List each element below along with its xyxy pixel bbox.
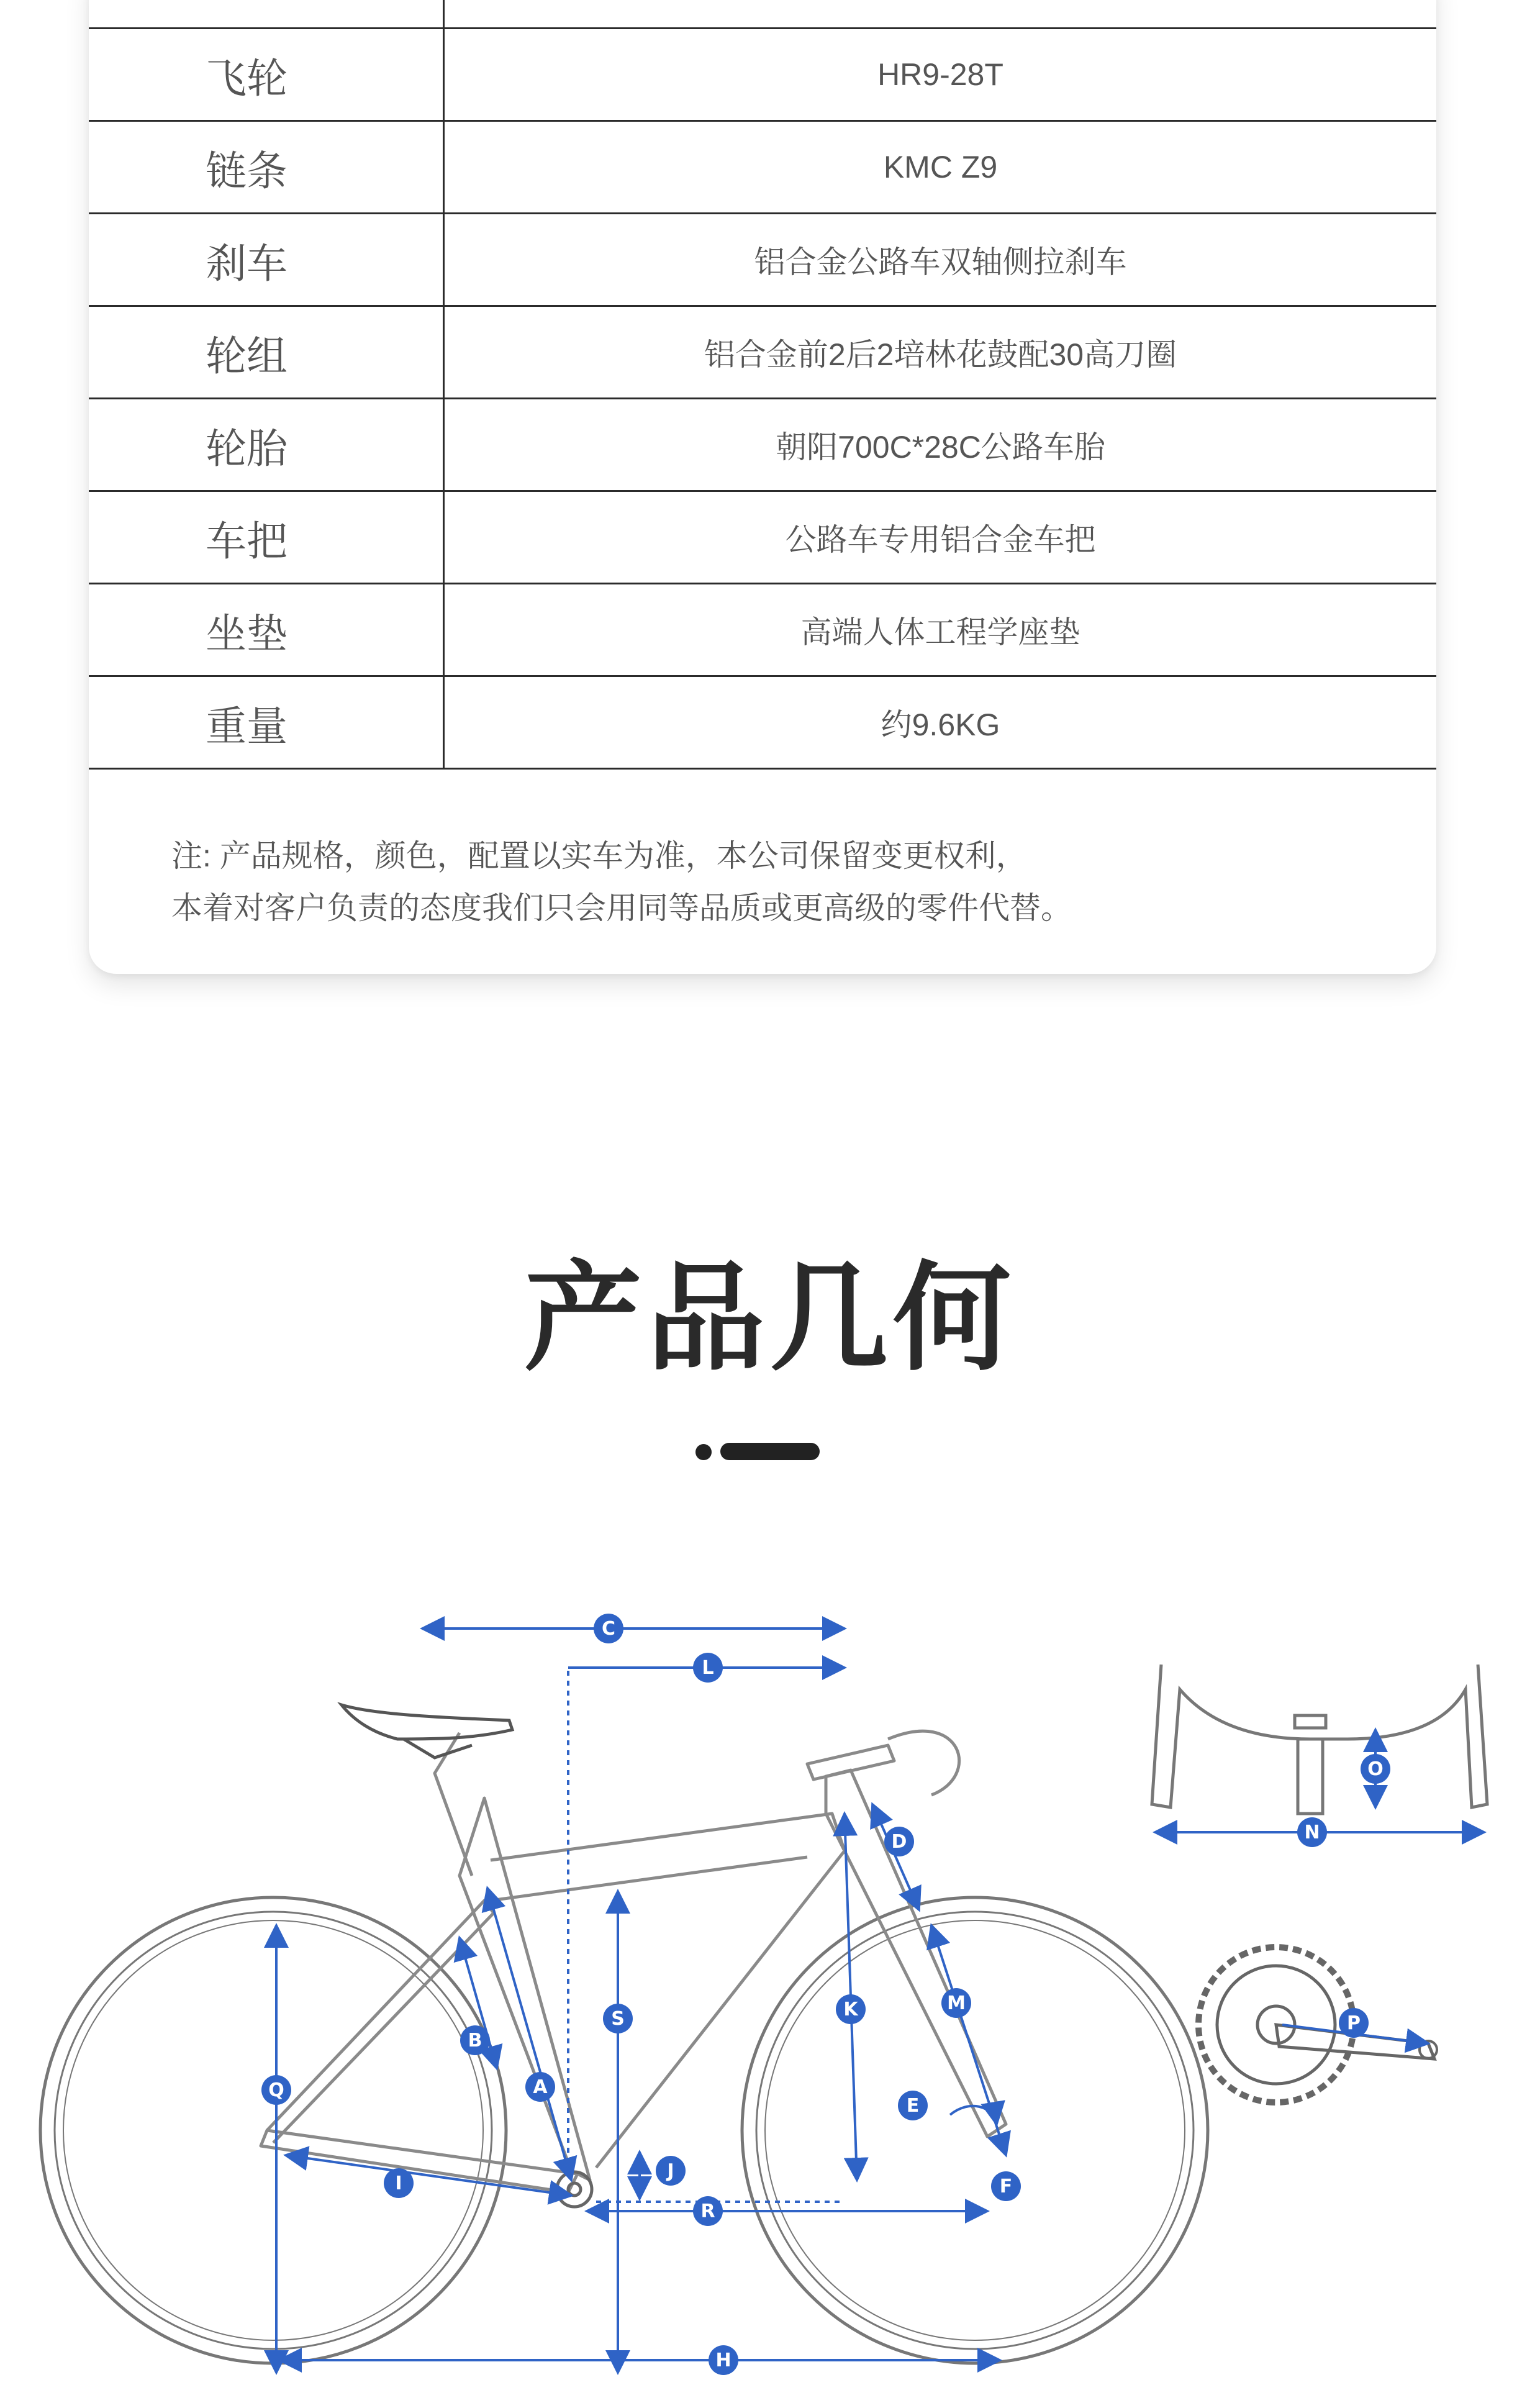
- marker-C: [594, 1614, 623, 1643]
- spec-table: [89, 0, 1436, 770]
- table-row: [89, 491, 1436, 584]
- svg-text:N: N: [1304, 1822, 1320, 1843]
- svg-text:H: H: [715, 2350, 732, 2371]
- spec-label: 链条: [89, 121, 444, 214]
- note-line-2: 本着对客户负责的态度我们只会用同等品质或更高级的零件代替。: [171, 891, 1072, 925]
- svg-text:L: L: [702, 1657, 714, 1679]
- marker-M: [941, 1988, 971, 2018]
- spec-label: 轮组: [89, 306, 444, 399]
- title-divider-dot: [695, 1444, 712, 1460]
- chainring-icon: [1198, 1947, 1437, 2102]
- table-row: [89, 676, 1436, 769]
- table-row: [89, 584, 1436, 676]
- svg-text:D: D: [891, 1831, 907, 1853]
- spec-label: 飞轮: [89, 29, 444, 121]
- table-row: [89, 0, 1436, 29]
- spec-label: 重量: [89, 676, 444, 769]
- spec-value: 朝阳700C*28C公路车胎: [444, 399, 1437, 491]
- spec-value: 铝合金前2后2培林花鼓配30高刀圈: [444, 306, 1437, 399]
- spec-value: KMC Z9: [444, 121, 1437, 214]
- note-line-1: 注: 产品规格，颜色，配置以实车为准，本公司保留变更权利，: [171, 838, 1027, 873]
- marker-K: [836, 1994, 866, 2024]
- title-divider-bar: [720, 1443, 820, 1460]
- front-wheel: [742, 1897, 1208, 2363]
- spec-value: [444, 0, 1437, 29]
- svg-text:S: S: [611, 2008, 625, 2030]
- svg-text:E: E: [906, 2095, 920, 2117]
- svg-text:P: P: [1347, 2012, 1361, 2034]
- table-row: [89, 121, 1436, 214]
- bike-frame: [261, 1731, 1006, 2192]
- spec-value: HR9-28T: [444, 29, 1437, 121]
- spec-value: 约9.6KG: [444, 676, 1437, 769]
- marker-Q: [261, 2075, 291, 2105]
- svg-text:R: R: [700, 2201, 715, 2222]
- spec-value: 高端人体工程学座垫: [444, 584, 1437, 676]
- svg-text:K: K: [843, 1999, 858, 2020]
- saddle-icon: [342, 1705, 512, 1758]
- spec-label: [89, 0, 444, 29]
- marker-J: [656, 2156, 686, 2186]
- marker-H: [709, 2345, 738, 2375]
- marker-S: [603, 2004, 633, 2033]
- marker-I: [384, 2168, 414, 2198]
- spec-value: 铝合金公路车双轴侧拉刹车: [444, 214, 1437, 306]
- table-row: [89, 399, 1436, 491]
- bike-geometry-diagram: [0, 1553, 1540, 2385]
- svg-text:M: M: [947, 1992, 966, 2014]
- spec-label: 轮胎: [89, 399, 444, 491]
- marker-B: [460, 2025, 490, 2055]
- spec-label: 坐垫: [89, 584, 444, 676]
- svg-text:B: B: [468, 2030, 482, 2051]
- handlebar-topview: [1152, 1665, 1487, 1814]
- svg-text:O: O: [1367, 1758, 1384, 1780]
- section-title: 产品几何: [523, 1253, 1016, 1384]
- svg-text:F: F: [999, 2176, 1013, 2197]
- spec-label: 车把: [89, 491, 444, 584]
- marker-A: [525, 2072, 555, 2102]
- svg-text:C: C: [601, 1618, 616, 1640]
- marker-R: [693, 2196, 723, 2226]
- marker-P: [1339, 2008, 1369, 2038]
- marker-L: [693, 1653, 723, 1683]
- marker-D: [884, 1827, 914, 1856]
- spec-label: 刹车: [89, 214, 444, 306]
- svg-text:I: I: [395, 2173, 402, 2194]
- table-row: [89, 306, 1436, 399]
- table-row: [89, 29, 1436, 121]
- svg-text:A: A: [533, 2076, 548, 2098]
- marker-E: [898, 2091, 928, 2120]
- marker-O: [1361, 1754, 1390, 1784]
- spec-value: 公路车专用铝合金车把: [444, 491, 1437, 584]
- marker-F: [991, 2171, 1021, 2201]
- svg-text:Q: Q: [268, 2079, 284, 2101]
- svg-text:J: J: [667, 2160, 674, 2182]
- table-row: [89, 214, 1436, 306]
- spec-notes: [171, 830, 1072, 934]
- marker-N: [1297, 1817, 1327, 1847]
